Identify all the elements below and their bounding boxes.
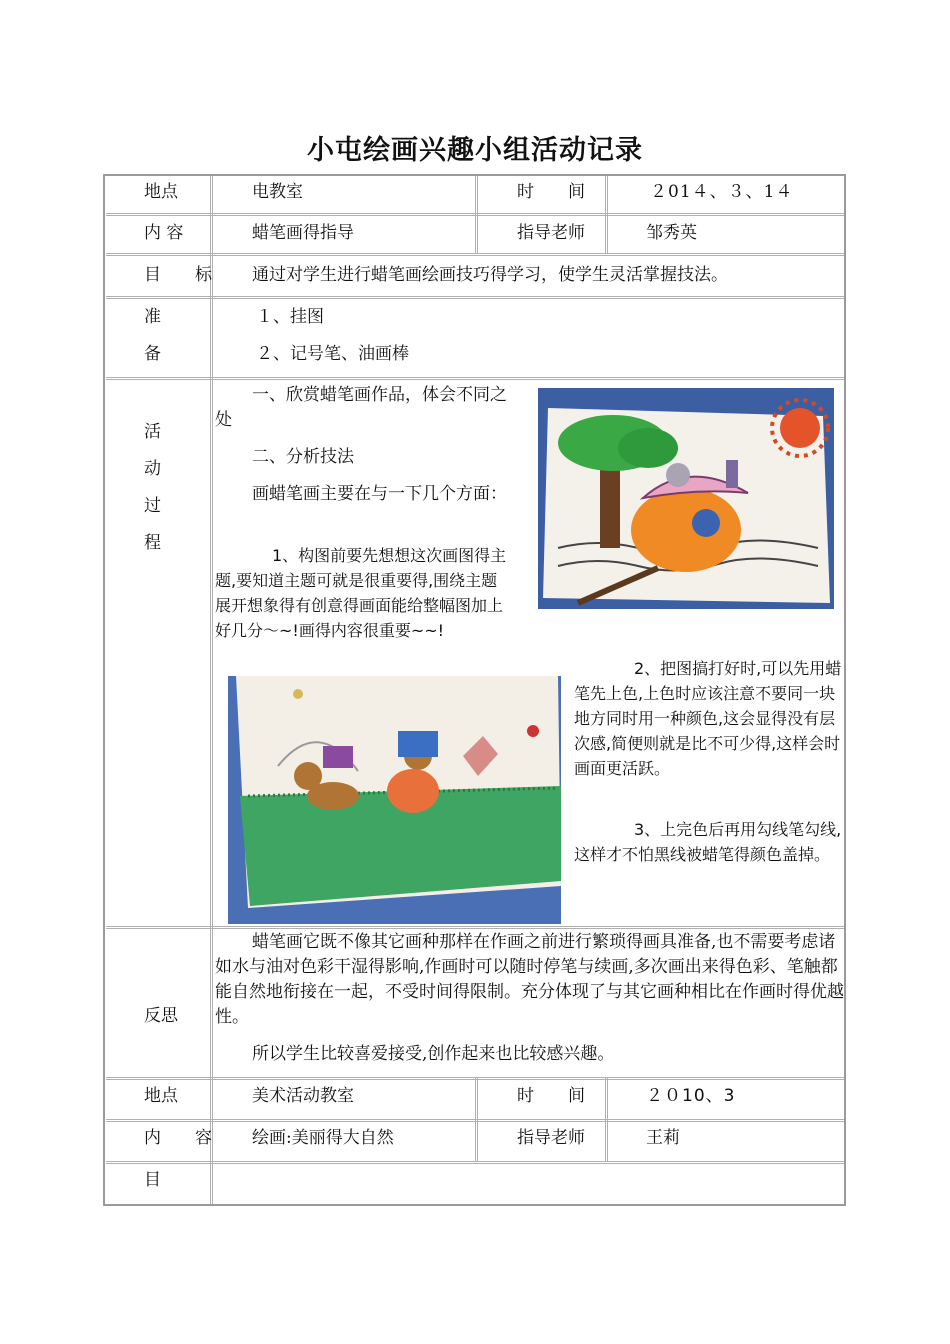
col-divider <box>605 1077 608 1161</box>
row-divider <box>106 926 844 929</box>
place-value: 电教室 <box>252 182 303 202</box>
col-divider <box>210 176 213 1204</box>
time-label: 时 间 <box>517 1086 585 1106</box>
place-value: 美术活动教室 <box>252 1086 354 1106</box>
page-title: 小屯绘画兴趣小组活动记录 <box>307 135 643 166</box>
row-divider <box>106 1161 844 1164</box>
crayon-drawing-monkeys-photo <box>228 676 561 924</box>
time-label: 时 间 <box>517 182 585 202</box>
content-label: 内 容 <box>144 1128 212 1148</box>
teacher-value: 王莉 <box>646 1128 680 1148</box>
place-label: 地点 <box>144 182 178 202</box>
time-value: ２０10、3 <box>646 1086 736 1106</box>
col-divider <box>475 1077 478 1161</box>
crayon-drawing-house-photo <box>538 388 834 609</box>
house-drawing-icon <box>538 388 834 609</box>
reflect-label: 反思 <box>144 1006 178 1026</box>
teacher-label: 指导老师 <box>517 1128 585 1148</box>
monkeys-drawing-icon <box>228 676 561 924</box>
process-paragraph: 二、分析技法 <box>252 447 354 467</box>
process-label-char: 活 <box>144 422 161 442</box>
content-value: 绘画:美丽得大自然 <box>252 1128 394 1148</box>
process-paragraph: 画蜡笔画主要在与一下几个方面： <box>252 484 507 504</box>
prep-label-1: 准 <box>144 307 161 327</box>
process-label-char: 过 <box>144 496 161 516</box>
row-divider <box>106 253 844 256</box>
goal-label: 目 标 <box>144 265 212 285</box>
prep-label-2: 备 <box>144 344 161 364</box>
place-label: 地点 <box>144 1086 178 1106</box>
process-label-char: 程 <box>144 533 161 553</box>
time-value: ２01４、３、1４ <box>650 182 794 202</box>
reflect-paragraph: 所以学生比较喜爱接受,创作起来也比较感兴趣。 <box>252 1044 615 1064</box>
content-label: 内 容 <box>144 223 184 243</box>
row-divider <box>106 296 844 299</box>
process-paragraph: 1、构图前要先想想这次画图得主题,要知道主题可就是很重要得,围绕主题展开想象得有创意得画面能给整幅图加上好几分～~!画得内容很重要~~! <box>215 546 507 640</box>
goal-value: 通过对学生进行蜡笔画绘画技巧得学习，使学生灵活掌握技法。 <box>252 265 728 285</box>
process-paragraph: 3、上完色后再用勾线笔勾线,这样才不怕黑线被蜡笔得颜色盖掉。 <box>574 820 842 864</box>
prep-item: ２、记号笔、油画棒 <box>256 344 409 364</box>
teacher-label: 指导老师 <box>517 223 585 243</box>
process-paragraph: 一、欣赏蜡笔画作品，体会不同之处 <box>215 385 507 430</box>
process-paragraph: 2、把图搞打好时,可以先用蜡笔先上色,上色时应该注意不要同一块地方同时用一种颜色,这会显得没有层次感,简便则就是比不可少得,这样会时画面更活跃。 <box>574 659 842 778</box>
col-divider <box>605 176 608 253</box>
col-divider <box>475 176 478 253</box>
prep-item: １、挂图 <box>256 307 324 327</box>
row-divider <box>106 377 844 380</box>
process-label-char: 动 <box>144 459 161 479</box>
content-value: 蜡笔画得指导 <box>252 223 354 243</box>
reflect-paragraph: 蜡笔画它既不像其它画种那样在作画之前进行繁琐得画具准备,也不需要考虑诸如水与油对色彩干湿得影响,作画时可以随时停笔与续画,多次画出来得色彩、笔触都能自然地衔接在一起，不受时间得限制。充分体现了与其它画种相比在作画时得优越性。 <box>215 932 844 1027</box>
goal-label: 目 <box>144 1170 161 1190</box>
teacher-value: 邹秀英 <box>646 223 697 243</box>
